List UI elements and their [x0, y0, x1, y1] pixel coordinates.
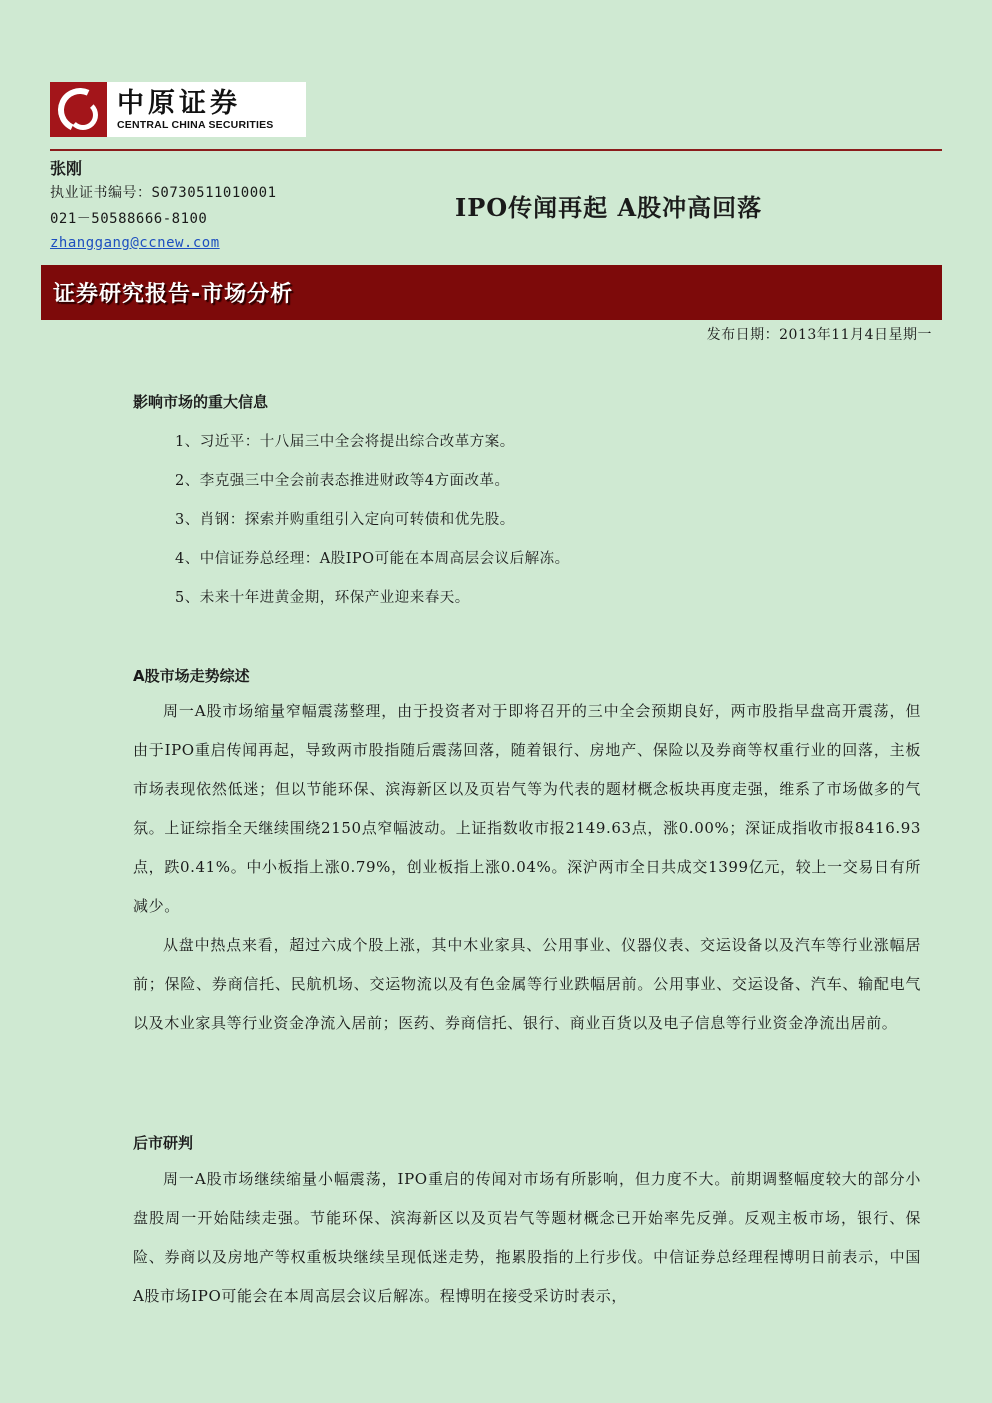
banner-text: 证券研究报告-市场分析 [53, 282, 294, 307]
section-title-outlook: 后市研判 [133, 1134, 194, 1152]
news-item: 3、肖钢：探索并购重组引入定向可转债和优先股。 [175, 512, 515, 528]
news-item: 4、中信证券总经理：A股IPO可能在本周高层会议后解冻。 [175, 551, 570, 567]
logo-name-en: CENTRAL CHINA SECURITIES [117, 118, 274, 131]
news-item: 1、习近平：十八届三中全会将提出综合改革方案。 [175, 434, 515, 450]
logo-mark-icon [50, 82, 107, 137]
logo-text [107, 82, 306, 137]
publish-date: 发布日期：2013年11月4日星期一 [706, 327, 932, 343]
author-email-link[interactable]: zhanggang@ccnew.com [50, 235, 220, 251]
author-name: 张刚 [50, 159, 83, 178]
report-title: IPO传闻再起 A股冲高回落 [455, 193, 763, 222]
news-item: 2、李克强三中全会前表态推进财政等4方面改革。 [175, 473, 510, 489]
section-title-major-news: 影响市场的重大信息 [133, 393, 269, 411]
company-logo [50, 82, 306, 137]
author-phone: 021－50588666-8100 [50, 211, 208, 227]
market-review-paragraph: 周一A股市场缩量窄幅震荡整理，由于投资者对于即将召开的三中全会预期良好，两市股指早盘高开震荡，但由于IPO重启传闻再起，导致两市股指随后震荡回落，随着银行、房地产、保险以及券商等权重行业的回落，主板市场表现依然低迷；但以节能环保、滨海新区以及页岩气等为代表的题材概念板块再度走强，维系了市场做多的气氛。上证综指全天继续围绕2150点窄幅波动。上证指数收市报2149.63点，涨0.00%；深证成指收市报8416.93点，跌0.41%。中小板指上涨0.79%，创业板指上涨0.04%。深沪两市全日共成交1399亿元，较上一交易日有所减少。 [133, 702, 921, 915]
news-item: 5、未来十年进黄金期，环保产业迎来春天。 [175, 590, 470, 606]
report-type-banner [41, 265, 942, 320]
author-license: 执业证书编号：S0730511010001 [50, 185, 277, 201]
market-review-paragraph: 从盘中热点来看，超过六成个股上涨，其中木业家具、公用事业、仪器仪表、交运设备以及汽车等行业涨幅居前；保险、券商信托、民航机场、交运物流以及有色金属等行业跌幅居前。公用事业、交运设备、汽车、输配电气以及木业家具等行业资金净流入居前；医药、券商信托、银行、商业百货以及电子信息等行业资金净流出居前。 [133, 936, 921, 1032]
header-divider [50, 149, 942, 151]
outlook-paragraph: 周一A股市场继续缩量小幅震荡，IPO重启的传闻对市场有所影响，但力度不大。前期调整幅度较大的部分小盘股周一开始陆续走强。节能环保、滨海新区以及页岩气等题材概念已开始率先反弹。反观主板市场，银行、保险、券商以及房地产等权重板块继续呈现低迷走势，拖累股指的上行步伐。中信证券总经理程博明日前表示，中国A股市场IPO可能会在本周高层会议后解冻。程博明在接受采访时表示， [133, 1170, 921, 1305]
section-title-market-review: A股市场走势综述 [133, 667, 250, 685]
logo-name-cn: 中原证券 [117, 87, 241, 119]
